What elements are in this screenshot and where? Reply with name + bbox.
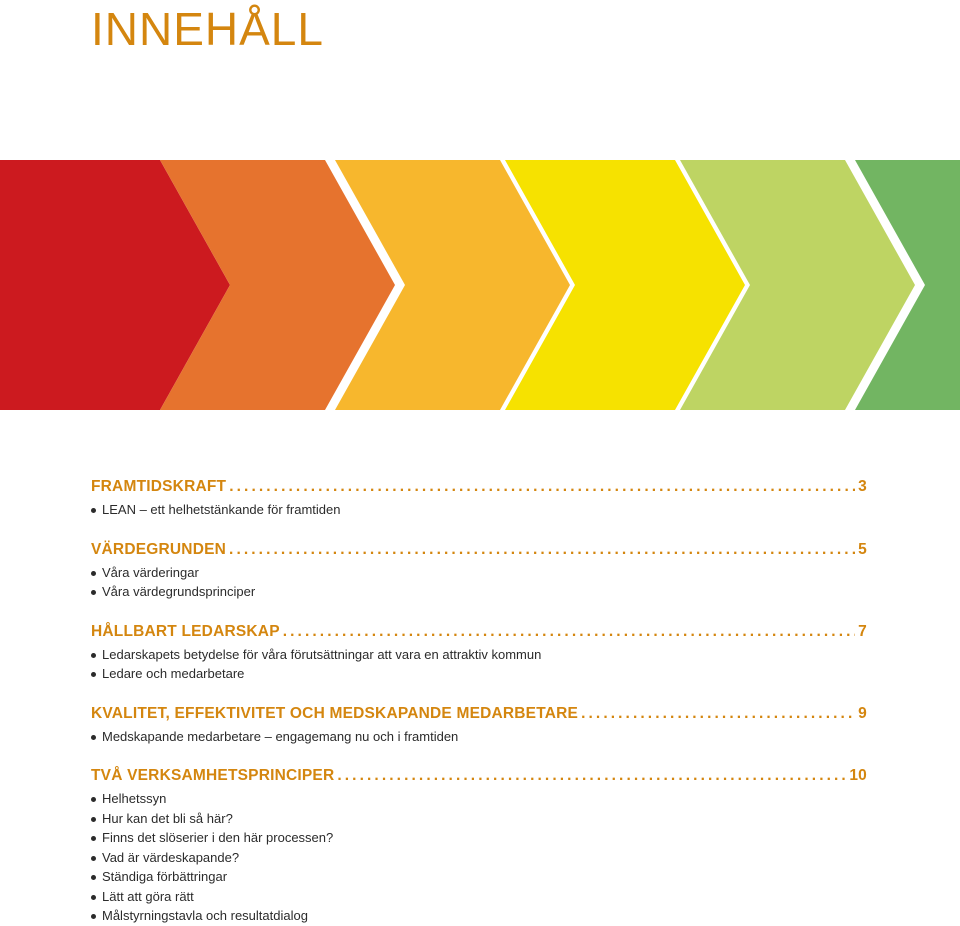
toc-item[interactable]: Ledare och medarbetare [91,664,867,684]
toc-section-hallbart-ledarskap [91,623,867,684]
table-of-contents [91,478,867,926]
toc-heading-title: KVALITET, EFFEKTIVITET OCH MEDSKAPANDE MEDARBETARE [91,704,579,722]
toc-heading-title: FRAMTIDSKRAFT [91,478,227,495]
toc-item[interactable]: Vad är värdeskapande? [91,848,867,868]
toc-page-number: 10 [849,767,867,784]
toc-item-list [91,727,867,747]
toc-item[interactable]: Helhetssyn [91,789,867,809]
toc-dot-leader [283,623,855,641]
toc-item[interactable]: Målstyrningstavla och resultatdialog [91,906,867,926]
toc-section-framtidskraft [91,478,867,520]
toc-item[interactable]: Lätt att göra rätt [91,887,867,907]
toc-section-verksamhetsprinciper [91,767,867,926]
toc-item[interactable]: Ledarskapets betydelse för våra förutsättningar att vara en attraktiv kommun [91,645,867,665]
toc-dot-leader [229,541,855,559]
toc-item[interactable]: Hur kan det bli så här? [91,809,867,829]
toc-heading[interactable] [91,705,867,727]
toc-heading-title: VÄRDEGRUNDEN [91,540,227,558]
toc-item[interactable]: Finns det slöserier i den här processen? [91,828,867,848]
toc-dot-leader [337,767,846,785]
toc-page-number: 7 [858,622,867,640]
toc-item[interactable]: LEAN – ett helhetstänkande för framtiden [91,500,867,520]
toc-heading[interactable] [91,623,867,645]
toc-item-list [91,500,867,520]
toc-item[interactable]: Våra värdegrundsprinciper [91,582,867,602]
toc-heading[interactable] [91,478,867,500]
toc-item-list [91,563,867,602]
toc-dot-leader [581,705,855,723]
toc-item[interactable]: Medskapande medarbetare – engagemang nu och i framtiden [91,727,867,747]
page-title: INNEHÅLL [91,3,324,55]
toc-page-number: 3 [858,478,867,495]
toc-page-number: 5 [858,540,867,558]
toc-item-list [91,789,867,926]
chevron-band [0,160,960,410]
toc-heading[interactable] [91,541,867,563]
toc-item[interactable]: Våra värderingar [91,563,867,583]
toc-dot-leader [229,478,855,496]
toc-section-vardegrunden [91,541,867,602]
toc-page-number: 9 [858,704,867,722]
toc-section-kvalitet [91,705,867,747]
toc-heading[interactable] [91,767,867,789]
toc-heading-title: HÅLLBART LEDARSKAP [91,622,280,640]
toc-heading-title: TVÅ VERKSAMHETSPRINCIPER [91,767,335,784]
toc-item-list [91,645,867,684]
toc-item[interactable]: Ständiga förbättringar [91,867,867,887]
